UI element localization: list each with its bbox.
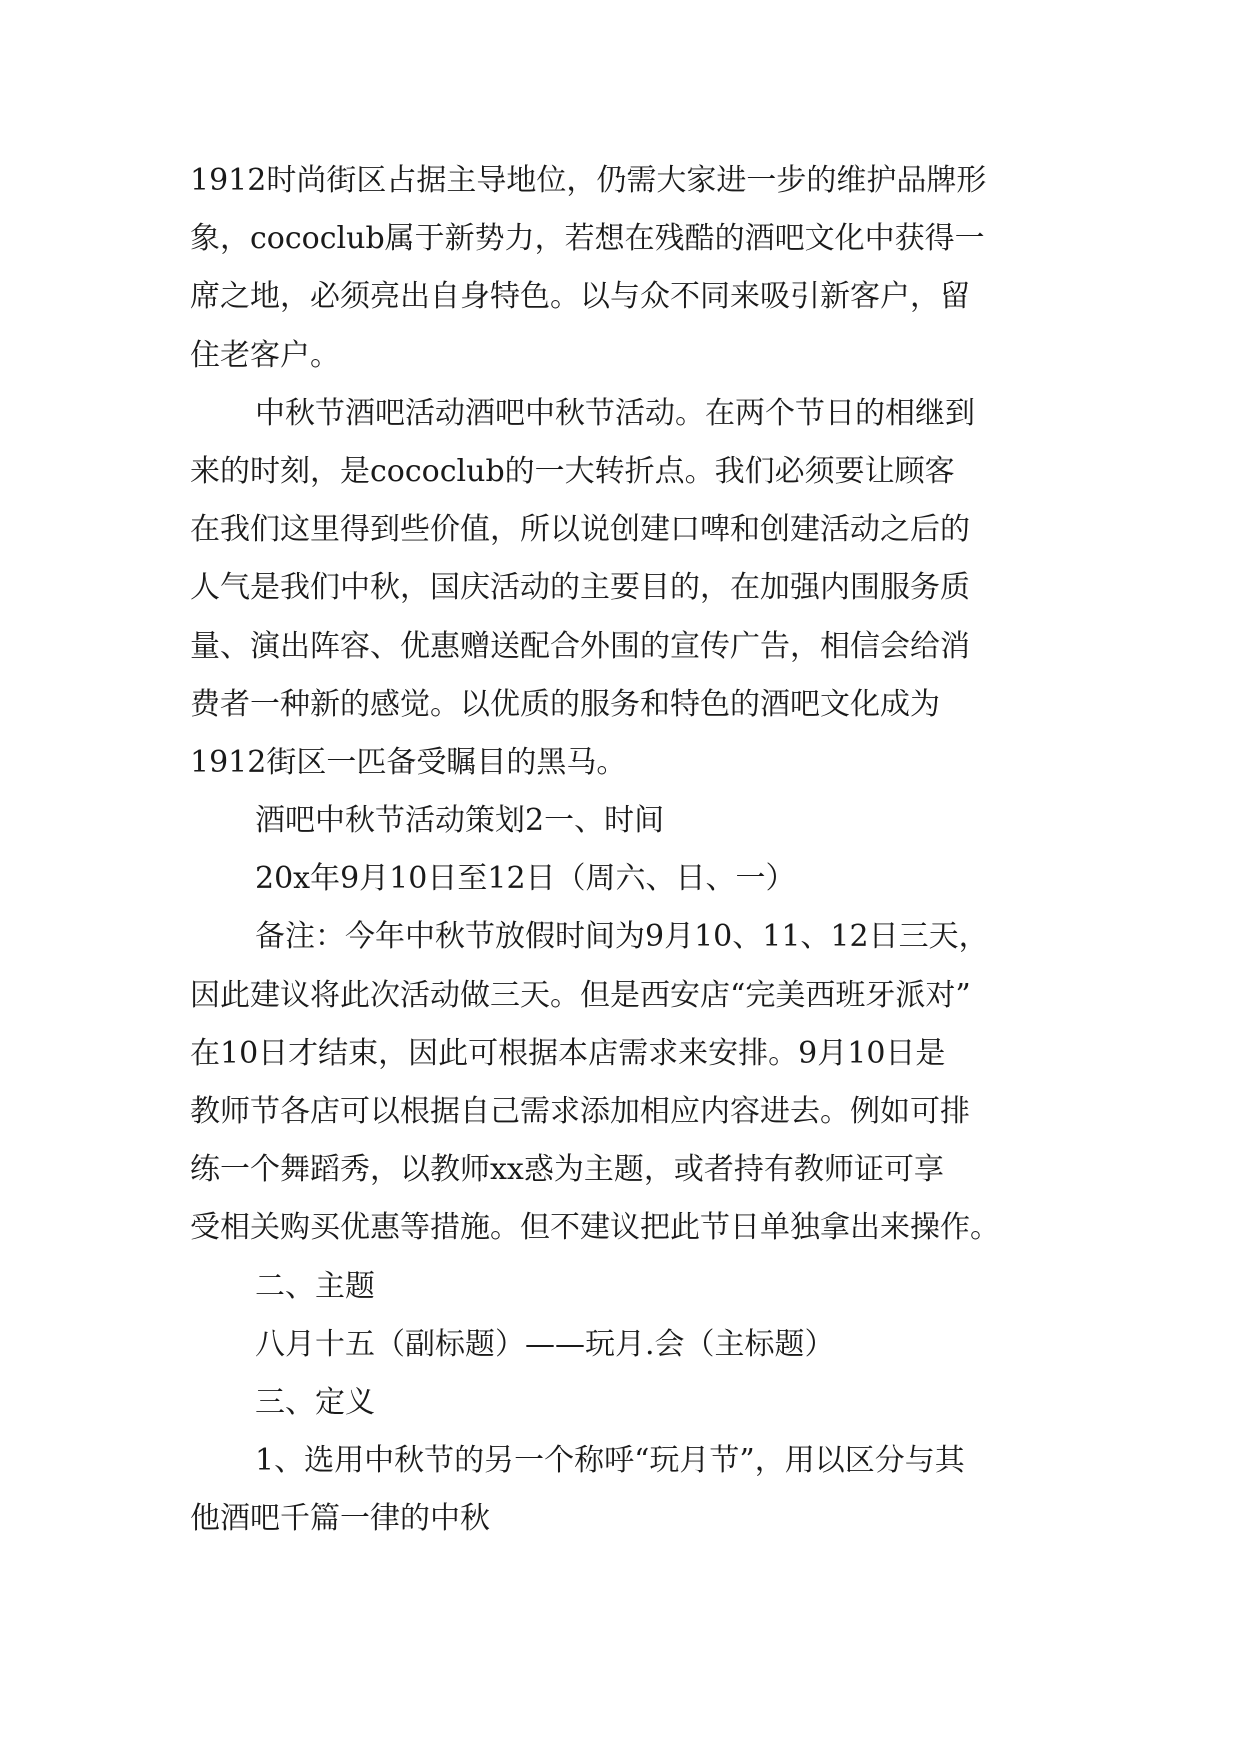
text-line: 因此建议将此次活动做三天。但是西安店“完美西班牙派对” (190, 977, 971, 1013)
text-line: 在10日才结束，因此可根据本店需求来安排。9月10日是 (190, 1035, 946, 1071)
text-line: 练一个舞蹈秀，以教师xx惑为主题，或者持有教师证可享 (190, 1152, 944, 1188)
text-line: 三、定义 (255, 1384, 375, 1420)
text-line: 八月十五（副标题）——玩月.会（主标题） (255, 1326, 835, 1362)
text-line: 二、主题 (255, 1268, 375, 1304)
text-line: 人气是我们中秋，国庆活动的主要目的，在加强内围服务质 (190, 570, 970, 606)
text-line: 酒吧中秋节活动策划2一、时间 (255, 803, 665, 839)
text-line: 席之地，必须亮出自身特色。以与众不同来吸引新客户，留 (190, 279, 970, 315)
text-line: 受相关购买优惠等措施。但不建议把此节日单独拿出来操作。 (190, 1210, 1000, 1246)
text-line: 1、选用中秋节的另一个称呼“玩月节”，用以区分与其 (255, 1443, 965, 1479)
text-line: 来的时刻，是cococlub的一大转折点。我们必须要让顾客 (190, 453, 955, 489)
text-line: 量、演出阵容、优惠赠送配合外围的宣传广告，相信会给消 (190, 628, 970, 664)
text-line: 费者一种新的感觉。以优质的服务和特色的酒吧文化成为 (190, 686, 940, 722)
text-line: 住老客户。 (190, 337, 340, 373)
text-line: 1912街区一匹备受瞩目的黑马。 (190, 744, 627, 780)
text-line: 备注：今年中秋节放假时间为9月10、11、12日三天， (255, 919, 989, 955)
text-line: 中秋节酒吧活动酒吧中秋节活动。在两个节日的相继到 (255, 395, 975, 431)
document-body (190, 152, 1060, 1549)
text-line: 他酒吧千篇一律的中秋 (190, 1501, 490, 1537)
text-line: 教师节各店可以根据自己需求添加相应内容进去。例如可排 (190, 1094, 970, 1129)
text-line: 象，cococlub属于新势力，若想在残酷的酒吧文化中获得一 (190, 221, 985, 257)
text-line: 1912时尚街区占据主导地位，仍需大家进一步的维护品牌形 (190, 163, 987, 198)
text-line: 在我们这里得到些价值，所以说创建口啤和创建活动之后的 (190, 512, 970, 548)
text-line: 20x年9月10日至12日（周六、日、一） (255, 861, 796, 897)
